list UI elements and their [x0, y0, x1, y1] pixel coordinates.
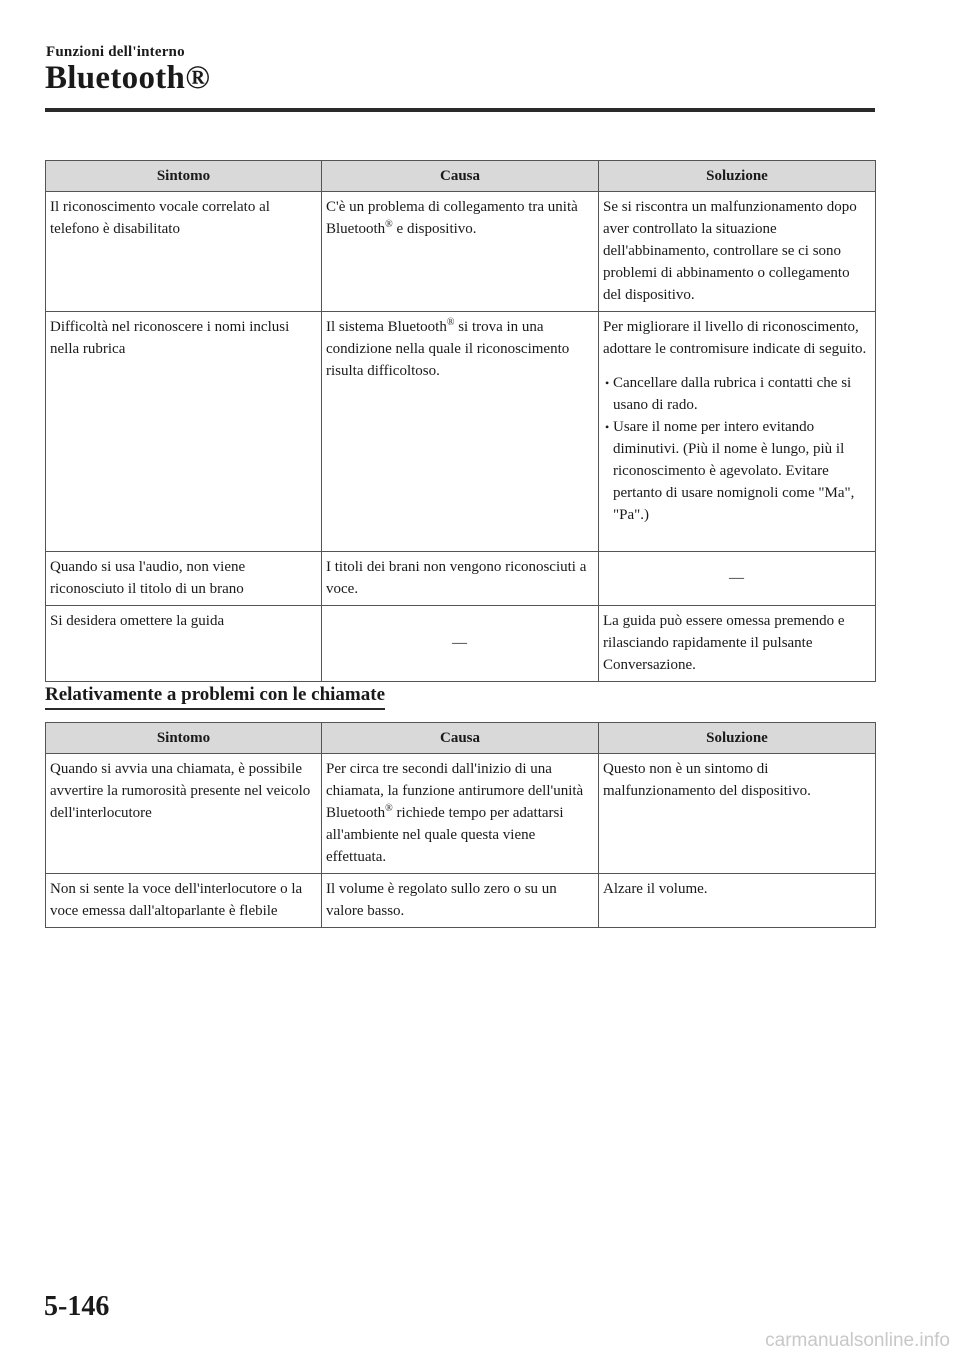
- cause-text: C'è un problema di collegamento tra unità Bluetooth: [326, 199, 578, 237]
- table-row: [46, 754, 876, 874]
- symptom-cell: Quando si usa l'audio, non viene riconosciuto il titolo di un brano: [46, 552, 322, 606]
- symptom-cell: Difficoltà nel riconoscere i nomi inclusi nella rubrica: [46, 312, 322, 552]
- cause-text: e dispositivo.: [392, 221, 477, 237]
- symptom-cell: Quando si avvia una chiamata, è possibile avvertire la rumorosità presente nel veicolo dell'interlocutore: [46, 754, 322, 874]
- list-item: [603, 372, 870, 416]
- cause-cell: I titoli dei brani non vengono riconosciuti a voce.: [322, 552, 599, 606]
- watermark: carmanualsonline.info: [765, 1330, 950, 1351]
- troubleshooting-table-voice: [45, 160, 876, 682]
- solution-cell: Alzare il volume.: [599, 874, 876, 928]
- registered-mark: ®: [385, 803, 393, 814]
- table-header-row: [46, 723, 876, 754]
- solution-cell-empty: —: [599, 552, 876, 606]
- table-row: [46, 552, 876, 606]
- troubleshooting-table-calls: [45, 722, 876, 928]
- cause-text: si trova in una condizione nella quale il riconoscimento risulta difficoltoso.: [326, 319, 570, 379]
- section-heading-calls: Relativamente a problemi con le chiamate: [45, 684, 385, 710]
- registered-mark: ®: [385, 219, 393, 230]
- title-rule: [45, 108, 875, 112]
- solution-text: Per migliorare il livello di riconoscimento, adottare le contromisure indicate di seguito.: [603, 319, 867, 357]
- cause-cell: [322, 312, 599, 552]
- symptom-cell: Il riconoscimento vocale correlato al telefono è disabilitato: [46, 192, 322, 312]
- solution-cell: Se si riscontra un malfunzionamento dopo aver controllato la situazione dell'abbinamento, controllare se ci sono problemi di abbinamento o collegamento del dispositivo.: [599, 192, 876, 312]
- header-symptom: Sintomo: [46, 723, 322, 754]
- section-label: Funzioni dell'interno: [46, 44, 185, 60]
- cause-cell-empty: —: [322, 606, 599, 682]
- table-row: [46, 192, 876, 312]
- solution-bullet-list: [603, 372, 870, 526]
- table-row: [46, 874, 876, 928]
- cause-cell: [322, 754, 599, 874]
- header-solution: Soluzione: [599, 161, 876, 192]
- registered-mark: ®: [446, 317, 455, 328]
- header-cause: Causa: [322, 161, 599, 192]
- list-item: [603, 416, 870, 526]
- solution-cell: [599, 312, 876, 552]
- header-cause: Causa: [322, 723, 599, 754]
- table-row: [46, 606, 876, 682]
- symptom-cell: Si desidera omettere la guida: [46, 606, 322, 682]
- page-title: Bluetooth®: [45, 60, 211, 96]
- table-header-row: [46, 161, 876, 192]
- bullet-text: Usare il nome per intero evitando diminutivi. (Più il nome è lungo, più il riconoscimento è agevolato. Evitare pertanto di usare nomignoli come "Ma", "Pa".): [613, 419, 855, 523]
- header-solution: Soluzione: [599, 723, 876, 754]
- header-symptom: Sintomo: [46, 161, 322, 192]
- symptom-cell: Non si sente la voce dell'interlocutore o la voce emessa dall'altoparlante è flebile: [46, 874, 322, 928]
- solution-cell: Questo non è un sintomo di malfunzionamento del dispositivo.: [599, 754, 876, 874]
- bullet-dot-icon: •: [605, 420, 610, 434]
- table-row: [46, 312, 876, 552]
- cause-cell: Il volume è regolato sullo zero o su un valore basso.: [322, 874, 599, 928]
- bullet-dot-icon: •: [605, 376, 610, 390]
- cause-cell: [322, 192, 599, 312]
- solution-cell: La guida può essere omessa premendo e rilasciando rapidamente il pulsante Conversazione.: [599, 606, 876, 682]
- cause-text: richiede tempo per adattarsi all'ambiente nel quale questa viene effettuata.: [326, 805, 564, 865]
- cause-text: Per circa tre secondi dall'inizio di una chiamata, la funzione antirumore dell'unità Bluetooth: [326, 761, 584, 821]
- page-number: 5-146: [44, 1291, 110, 1322]
- bullet-text: Cancellare dalla rubrica i contatti che si usano di rado.: [613, 375, 852, 413]
- cause-text: Il sistema Bluetooth: [326, 319, 447, 335]
